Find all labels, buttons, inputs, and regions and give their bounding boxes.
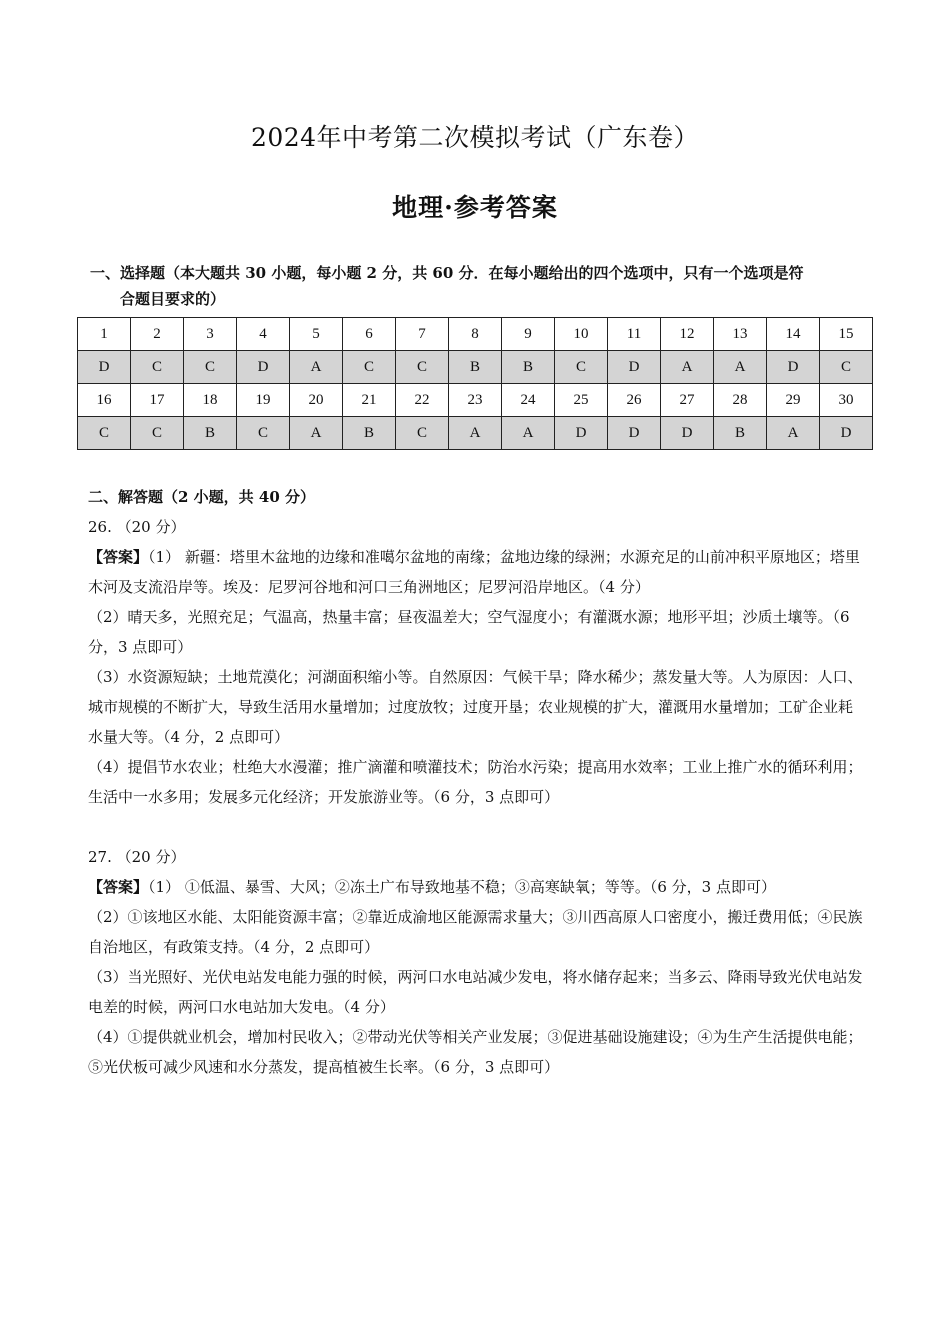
- answer-cell: D: [555, 417, 608, 450]
- section2: [88, 482, 863, 1082]
- question-number-cell: 2: [131, 318, 184, 351]
- question-number-cell: 26: [608, 384, 661, 417]
- answer-cell: C: [396, 417, 449, 450]
- answer-cell: A: [714, 351, 767, 384]
- answer-cell: D: [608, 417, 661, 450]
- answer-cell: D: [767, 351, 820, 384]
- answer-cell: D: [78, 351, 131, 384]
- answer-cell: C: [396, 351, 449, 384]
- answer-cell: C: [78, 417, 131, 450]
- q27-part4: （4）①提供就业机会，增加村民收入；②带动光伏等相关产业发展；③促进基础设施建设；④为生产生活提供电能；⑤光伏板可减少风速和水分蒸发，提高植被生长率。（6 分，3 点即可）: [88, 1028, 863, 1076]
- question-number-cell: 18: [184, 384, 237, 417]
- question-number-cell: 19: [237, 384, 290, 417]
- answer-cell: B: [184, 417, 237, 450]
- section1-heading: [90, 260, 880, 312]
- page-subtitle: 地理·参考答案: [392, 193, 558, 222]
- q26-part3: （3）水资源短缺；土地荒漠化；河湖面积缩小等。自然原因：气候干旱；降水稀少；蒸发量大等。人为原因：人口、城市规模的不断扩大，导致生活用水量增加；过度放牧；过度开垦；农业规模的扩大，灌溉用水量增加；工矿企业耗水量大等。（4 分，2 点即可）: [88, 668, 863, 746]
- section2-heading: 二、解答题（2 小题，共 40 分）: [88, 488, 315, 506]
- answer-cell: A: [449, 417, 502, 450]
- spacer: [88, 812, 863, 842]
- answer-cell: A: [767, 417, 820, 450]
- answer-cell: C: [343, 351, 396, 384]
- q26-part1: [88, 542, 863, 602]
- answer-cell: C: [820, 351, 873, 384]
- question-number-cell: 9: [502, 318, 555, 351]
- q27-part2: （2）①该地区水能、太阳能资源丰富；②靠近成渝地区能源需求量大；③川西高原人口密度小，搬迁费用低；④民族自治地区，有政策支持。（4 分，2 点即可）: [88, 908, 863, 956]
- question-number-cell: 11: [608, 318, 661, 351]
- question-number-row: [78, 384, 873, 417]
- question-number-cell: 23: [449, 384, 502, 417]
- question-number-cell: 22: [396, 384, 449, 417]
- question-number-cell: 27: [661, 384, 714, 417]
- q27-label: 27. （20 分）: [88, 848, 186, 866]
- answer-cell: C: [184, 351, 237, 384]
- question-number-cell: 8: [449, 318, 502, 351]
- question-number-cell: 13: [714, 318, 767, 351]
- q27-part1-text: （1） ①低温、暴雪、大风；②冻土广布导致地基不稳；③高寒缺氧；等等。（6 分，3 点即可）: [148, 878, 776, 896]
- question-number-cell: 15: [820, 318, 873, 351]
- question-number-cell: 17: [131, 384, 184, 417]
- question-number-cell: 6: [343, 318, 396, 351]
- question-number-cell: 16: [78, 384, 131, 417]
- section1-heading-line1: 一、选择题（本大题共 30 小题，每小题 2 分，共 60 分．在每小题给出的四个选项中，只有一个选项是符: [90, 264, 804, 282]
- answer-cell: B: [502, 351, 555, 384]
- answer-cell: D: [237, 351, 290, 384]
- question-number-cell: 12: [661, 318, 714, 351]
- question-number-cell: 10: [555, 318, 608, 351]
- answer-cell: D: [820, 417, 873, 450]
- q26-label: 26. （20 分）: [88, 518, 186, 536]
- q26-part4: （4）提倡节水农业；杜绝大水漫灌；推广滴灌和喷灌技术；防治水污染；提高用水效率；工业上推广水的循环利用；生活中一水多用；发展多元化经济；开发旅游业等。（6 分，3 点即可）: [88, 758, 863, 806]
- question-number-cell: 5: [290, 318, 343, 351]
- q26-answer-tag: 【答案】: [88, 548, 149, 566]
- q27-part3: （3）当光照好、光伏电站发电能力强的时候，两河口水电站减少发电，将水储存起来；当多云、降雨导致光伏电站发电差的时候，两河口水电站加大发电。（4 分）: [88, 968, 863, 1016]
- q27-part1: [88, 872, 863, 902]
- q26-part2: （2）晴天多，光照充足；气温高，热量丰富；昼夜温差大；空气湿度小；有灌溉水源；地形平坦；沙质土壤等。（6 分，3 点即可）: [88, 608, 850, 656]
- answer-table: [77, 317, 873, 450]
- question-number-cell: 25: [555, 384, 608, 417]
- answer-cell: A: [290, 417, 343, 450]
- question-number-cell: 29: [767, 384, 820, 417]
- answer-cell: C: [555, 351, 608, 384]
- question-number-cell: 24: [502, 384, 555, 417]
- answer-cell: B: [449, 351, 502, 384]
- question-number-cell: 30: [820, 384, 873, 417]
- answer-cell: B: [343, 417, 396, 450]
- question-number-cell: 7: [396, 318, 449, 351]
- question-number-cell: 1: [78, 318, 131, 351]
- question-number-cell: 4: [237, 318, 290, 351]
- answer-cell: D: [608, 351, 661, 384]
- answer-cell: C: [131, 351, 184, 384]
- q26-part1-text: （1） 新疆：塔里木盆地的边缘和准噶尔盆地的南缘；盆地边缘的绿洲；水源充足的山前冲积平原地区；塔里木河及支流沿岸等。埃及：尼罗河谷地和河口三角洲地区；尼罗河沿岸地区。（4 分）: [88, 548, 860, 596]
- question-number-cell: 20: [290, 384, 343, 417]
- q27-answer-tag: 【答案】: [88, 878, 149, 896]
- section1-heading-line2: 合题目要求的）: [120, 290, 226, 308]
- answer-cell: C: [237, 417, 290, 450]
- answer-row: [78, 351, 873, 384]
- question-number-cell: 21: [343, 384, 396, 417]
- question-number-cell: 3: [184, 318, 237, 351]
- question-number-cell: 14: [767, 318, 820, 351]
- question-number-cell: 28: [714, 384, 767, 417]
- answer-cell: A: [290, 351, 343, 384]
- answer-cell: A: [502, 417, 555, 450]
- page-title: 2024年中考第二次模拟考试（广东卷）: [250, 123, 700, 152]
- answer-cell: A: [661, 351, 714, 384]
- answer-cell: D: [661, 417, 714, 450]
- answer-cell: B: [714, 417, 767, 450]
- answer-row: [78, 417, 873, 450]
- question-number-row: [78, 318, 873, 351]
- answer-cell: C: [131, 417, 184, 450]
